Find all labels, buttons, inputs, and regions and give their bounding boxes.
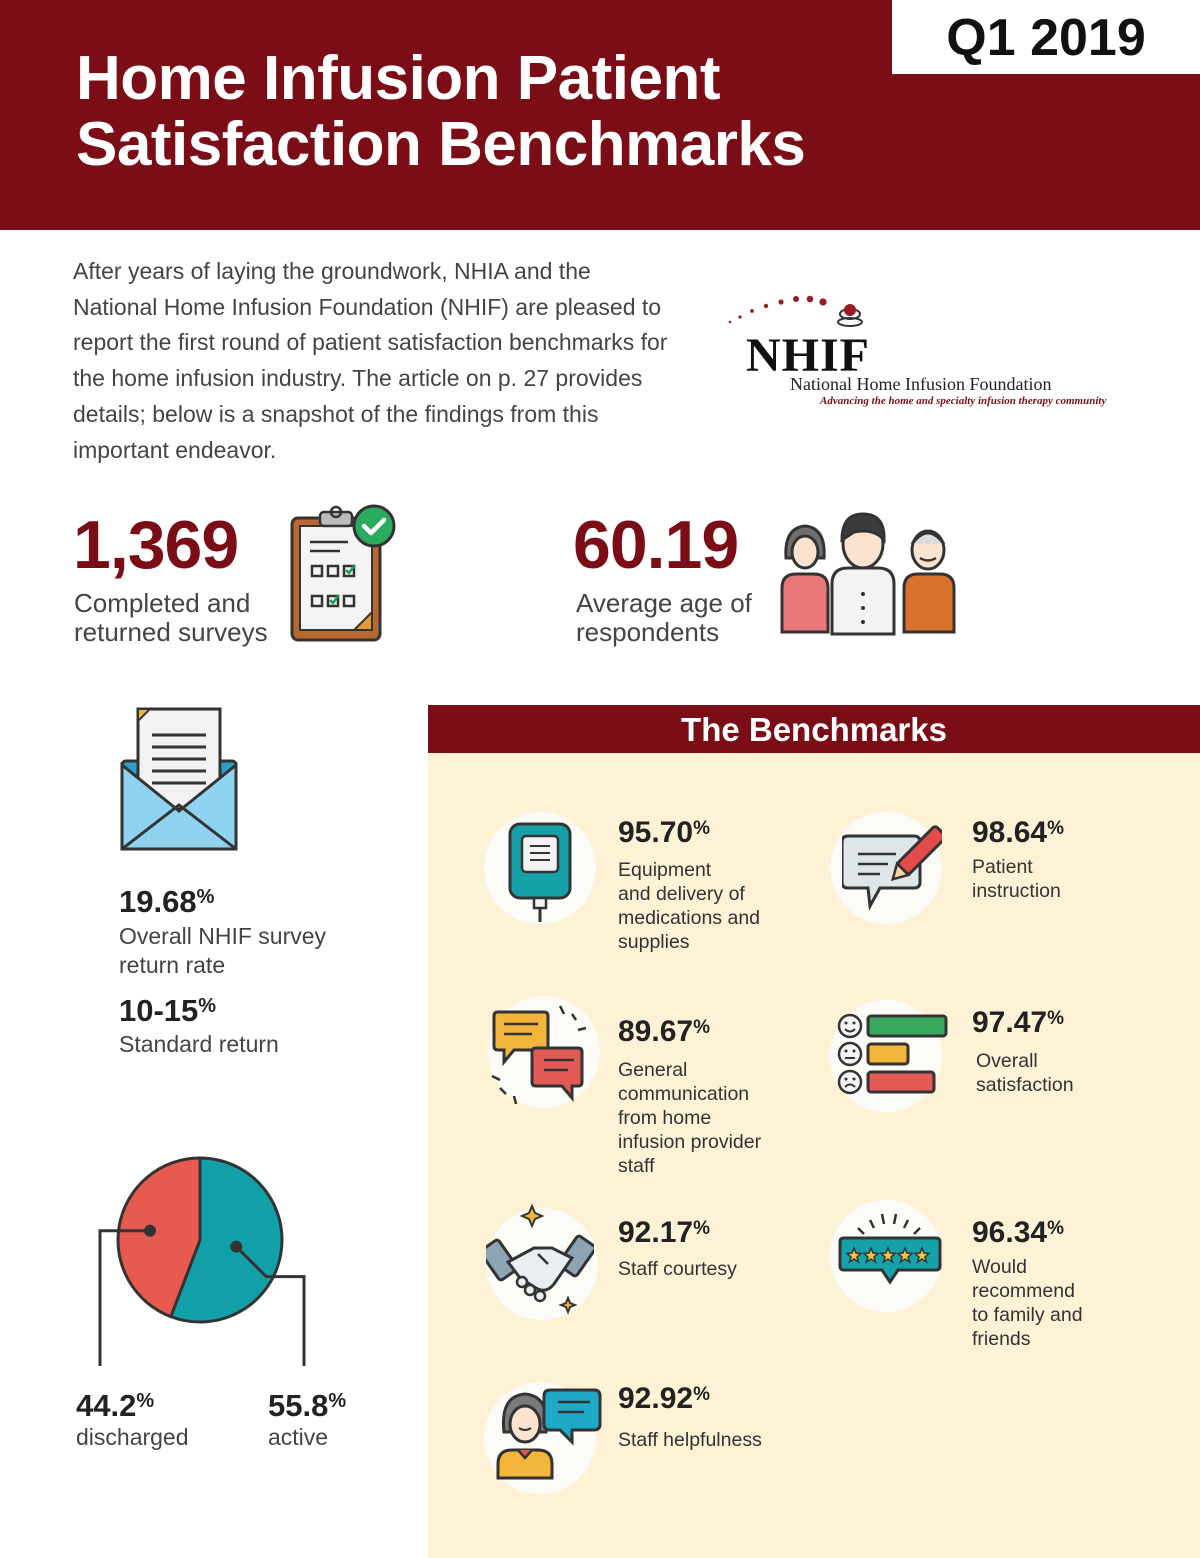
title-line-2: Satisfaction Benchmarks: [76, 110, 806, 179]
benchmark-1-value: 95.70%: [618, 816, 710, 849]
benchmark-5-label: Staff courtesy: [618, 1258, 737, 1280]
benchmark-4-value: 97.47%: [972, 1006, 1064, 1039]
standard-return-value: 10-15%: [119, 993, 217, 1028]
logo-name: National Home Infusion Foundation: [790, 374, 1052, 394]
five-star-review-icon: [838, 1210, 942, 1294]
benchmark-3-value: 89.67%: [618, 1015, 710, 1048]
envelope-letter-icon: [118, 705, 240, 853]
satisfaction-bars-icon: [836, 1010, 950, 1098]
active-value: 55.8%: [268, 1388, 347, 1423]
overall-return-label-line-2: return rate: [119, 952, 226, 978]
handshake-icon: [486, 1198, 594, 1326]
iv-bag-icon: [500, 820, 580, 924]
surveys-label-line-1: Completed and: [74, 588, 251, 618]
overall-return-value: 19.68%: [119, 884, 215, 919]
age-label-line-1: Average age of: [576, 588, 752, 618]
overall-return-label-line-1: Overall NHIF survey: [119, 923, 327, 949]
page-title: [76, 46, 805, 178]
surveys-label-line-2: returned surveys: [74, 617, 268, 647]
quarter-badge: [892, 0, 1200, 74]
staff-chat-icon: [492, 1384, 604, 1480]
benchmark-1-label: Equipment and delivery of medications and supplies: [618, 859, 761, 953]
discharged-label: discharged: [76, 1424, 189, 1450]
age-label-line-2: respondents: [576, 617, 720, 647]
benchmarks-header: [428, 705, 1200, 753]
benchmark-2-value: 98.64%: [972, 816, 1064, 849]
benchmark-6-value: 96.34%: [972, 1216, 1064, 1249]
age-value: 60.19: [573, 507, 739, 583]
benchmarks-title: The Benchmarks: [681, 711, 947, 748]
discharged-value: 44.2%: [76, 1388, 155, 1423]
logo-tagline: Advancing the home and specialty infusion therapy community: [820, 395, 1107, 407]
overall-return-label: [119, 922, 326, 980]
surveys-label: [74, 589, 268, 647]
benchmark-7-label: Staff helpfulness: [618, 1429, 762, 1451]
people-group-icon: [776, 512, 962, 636]
age-label: [576, 589, 752, 647]
active-label: active: [268, 1424, 329, 1450]
header-banner: [0, 0, 1200, 230]
benchmark-3-label: General communication from home infusion provider staff: [618, 1059, 762, 1177]
logo-acronym: NHIF: [746, 329, 870, 382]
surveys-value: 1,369: [73, 507, 239, 583]
standard-return-label: Standard return: [119, 1031, 279, 1057]
benchmark-5-value: 92.17%: [618, 1216, 710, 1249]
benchmark-7-value: 92.92%: [618, 1382, 710, 1415]
intro-paragraph: After years of laying the groundwork, NHIA and the National Home Infusion Foundation (NHIF) are pleased to report the first round of patient satisfaction benchmarks for the home infusion industry. The article on p. 27 provides details; below is a snapshot of the findings from this important endeavor.: [73, 258, 668, 463]
benchmark-2-label: Patient instruction: [972, 856, 1061, 902]
chat-pen-icon: [842, 822, 942, 912]
benchmark-6-label: Would recommend to family and friends: [972, 1256, 1083, 1350]
title-line-1: Home Infusion Patient: [76, 44, 720, 113]
nhif-logo: [720, 290, 1150, 420]
pie-chart: [90, 1150, 320, 1380]
clipboard-check-icon: [288, 504, 400, 644]
quarter-label: Q1 2019: [946, 9, 1146, 67]
speech-bubbles-icon: [488, 1000, 592, 1110]
benchmark-4-label: Overall satisfaction: [976, 1050, 1074, 1096]
